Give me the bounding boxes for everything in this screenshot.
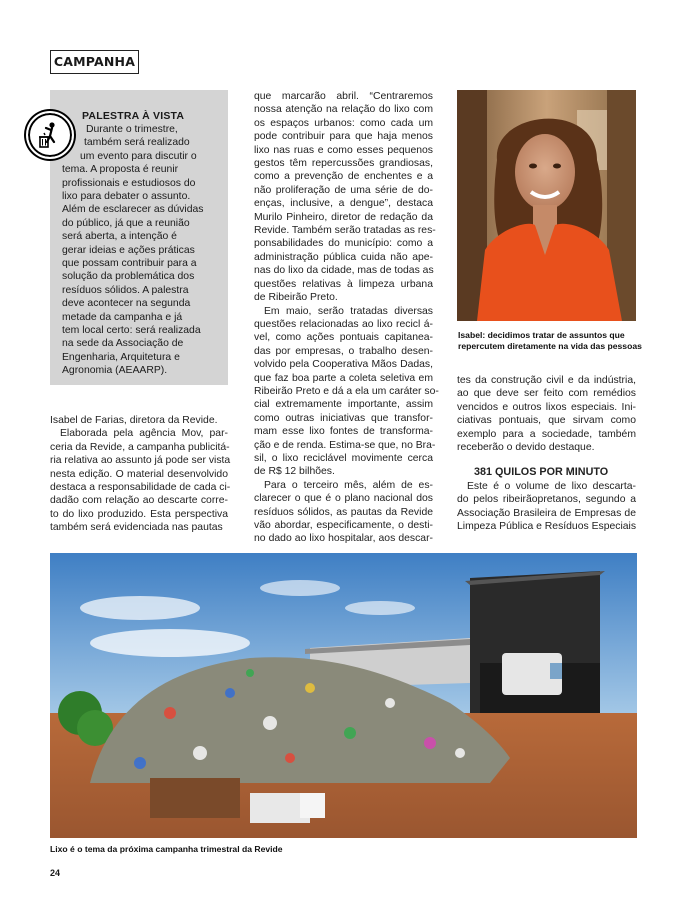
sidebar-title: PALESTRA À VISTA xyxy=(82,110,185,122)
text-line: clarecer o que é o plano nacional dos xyxy=(254,493,433,505)
text-line: do pelos ribeirãopretanos, segundo a xyxy=(457,494,636,506)
text-line: tes da construção civil e da indústria, xyxy=(457,375,636,386)
sidebar-text-line: lixo para debater o assunto. xyxy=(62,191,191,202)
sidebar-text-line: Durante o trimestre, xyxy=(86,124,178,135)
sidebar-text-line: tem local certo: será realizada xyxy=(62,325,201,336)
text-line: Murilo Pinheiro, diretor de redação da xyxy=(254,211,433,223)
article-column-1 xyxy=(50,414,231,535)
text-line: como a prevenção de enchentes e a xyxy=(254,171,433,183)
litter-bin-icon xyxy=(24,109,76,161)
text-line: nossa atenção na relação do lixo com xyxy=(254,104,433,116)
text-line: administração pública cuida não ape- xyxy=(254,251,433,263)
text-line: também será evidenciada nas pautas xyxy=(50,522,223,534)
text-line: ciativas pontuais, que sirvam como xyxy=(457,415,636,427)
portrait-caption-line-1: Isabel: decidimos tratar de assuntos que xyxy=(458,330,625,340)
text-line: que marcarão abril. “Centraremos xyxy=(254,91,433,102)
text-line: nas do lixo da cidade, mas de todas as xyxy=(254,265,434,277)
text-line: exemplo para a sociedade, também xyxy=(457,428,636,440)
sidebar-text-line: que possam contribuir para a xyxy=(62,258,197,269)
text-line: Ribeirão Preto e dá a ela um caráter so- xyxy=(254,385,439,397)
sidebar-text-line: tema. A proposta é reunir xyxy=(62,164,179,176)
text-line: vão abordar, especificamente, o desti- xyxy=(254,520,433,531)
text-line: lixo nas ruas e como esses pequenos xyxy=(254,144,433,156)
sidebar-text-line: metade da campanha e já xyxy=(62,311,183,323)
article-column-2 xyxy=(254,90,439,546)
text-line: os espaços urbanos: como cada um xyxy=(254,117,433,129)
sidebar-text-line: solução da problemática dos xyxy=(62,271,195,283)
text-line: ao que deve ser feito com remédios xyxy=(457,388,636,400)
page-number: 24 xyxy=(50,868,61,878)
text-line: Associação Brasileira de Empresas de xyxy=(457,507,636,519)
section-label: CAMPANHA xyxy=(50,50,139,74)
text-line: das por empresas, o trabalho desen- xyxy=(254,345,433,357)
sidebar-text-line: do público, já que a reunião xyxy=(62,217,190,229)
sidebar-text-line: na sede da Associação de xyxy=(62,338,184,350)
sidebar-text-line: Agronomia (AEAARP). xyxy=(62,365,168,377)
text-line: de Ribeirão Preto. xyxy=(254,292,338,304)
text-line: vencidos e outros lixos especiais. Ini- xyxy=(457,401,636,413)
text-line: não proliferação de uma série de do- xyxy=(254,184,433,196)
sidebar-text-line: gerar ideias e ações práticas xyxy=(62,244,195,256)
text-line: Isabel de Farias, diretora da Revide. xyxy=(50,415,218,426)
text-line: receberão o devido destaque. xyxy=(457,442,595,454)
subhead-text: 381 QUILOS POR MINUTO xyxy=(474,466,609,478)
text-line: ceria da Revide, a campanha publicitá- xyxy=(50,441,230,453)
text-line: como outras iniciativas que transfor- xyxy=(254,412,433,424)
text-line: ria relativa ao assunto já pode ser vista xyxy=(50,455,231,467)
portrait-caption-line-2: repercutem diretamente na vida das pessoas xyxy=(458,341,642,351)
sidebar-text-line: também será realizado xyxy=(84,137,190,149)
text-line: mam esse lixo fontes de transforma- xyxy=(254,426,433,438)
text-line: Este é o volume de lixo descarta- xyxy=(467,481,636,492)
subhead-381 xyxy=(474,466,636,479)
text-line: resíduos sólidos, as pautas da Revide xyxy=(254,506,433,518)
portrait-photo xyxy=(457,90,636,321)
text-line: de R$ 12 bilhões. xyxy=(254,466,335,478)
text-line: pode contribuir para que haja menos xyxy=(254,131,433,143)
text-line: cial extremamente importante, assim xyxy=(254,399,433,411)
text-line: questões relativas à limpeza urbana xyxy=(254,278,433,290)
text-line: no dado ao lixo hospitalar, aos descar- xyxy=(254,533,433,545)
text-line: enças, inclusive, a dengue”, destaca xyxy=(254,198,433,210)
text-line: sil, o lixo reciclável movimente cerca xyxy=(254,452,433,464)
text-line: Em maio, serão tratadas diversas xyxy=(264,305,433,317)
text-line: volvido pela Cooperativa Mãos Dadas, xyxy=(254,359,433,371)
text-line: gestos têm repercussões grandiosas, xyxy=(254,158,433,170)
sidebar-text-line: deve acontecer na segunda xyxy=(62,298,191,310)
landfill-photo xyxy=(50,553,637,838)
text-line: nesta edição. O material desenvolvido xyxy=(50,468,228,480)
text-line: dadão com relação ao descarte corre- xyxy=(50,495,228,507)
sidebar-text-line: Além de esclarecer as dúvidas xyxy=(62,204,204,216)
portrait-caption xyxy=(458,330,642,352)
sidebar-text-line: um evento para discutir o xyxy=(80,150,197,162)
sidebar-text-line: será aberta, a intenção é xyxy=(62,231,177,243)
landfill-caption: Lixo é o tema da próxima campanha trimestral da Revide xyxy=(50,844,283,854)
sidebar-text-line: profissionais e estudiosos do xyxy=(62,177,196,189)
article-column-3 xyxy=(457,374,636,454)
text-line: to do lixo produzido. Esta perspectiva xyxy=(50,508,228,520)
text-line: questões relacionadas ao lixo recicl á- xyxy=(254,318,433,330)
text-line: destaca a responsabilidade de cada ci- xyxy=(50,482,231,494)
text-line: ção e de renda. Estima-se que, no Bra- xyxy=(254,439,436,451)
article-column-3b xyxy=(457,480,636,534)
text-line: que faz boa parte a coleta seletiva em xyxy=(254,372,433,384)
text-line: vel, como ações pontuais capitanea- xyxy=(254,332,433,344)
text-line: Limpeza Pública e Resíduos Especiais xyxy=(457,521,637,533)
text-line: ponsabilidades do município: como a xyxy=(254,238,433,250)
sidebar-text-line: resíduos sólidos. A palestra xyxy=(62,284,189,296)
text-line: Para o terceiro mês, além de es- xyxy=(264,479,433,491)
sidebar-text-line: Engenharia, Arquitetura e xyxy=(62,351,180,363)
text-line: Revide. Também serão tratadas as res- xyxy=(254,225,436,237)
text-line: Elaborada pela agência Mov, par- xyxy=(60,428,228,440)
